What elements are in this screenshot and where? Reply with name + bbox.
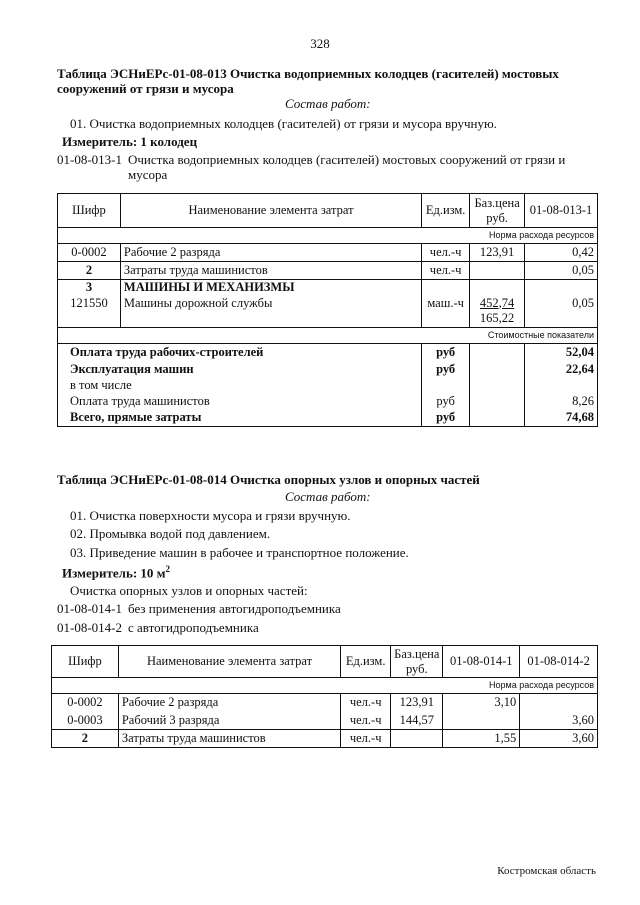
cell-value-1 [443,712,520,730]
cell-unit: чел.-ч [341,730,391,748]
total-unit [422,378,470,394]
page-number: 328 [310,36,330,51]
table-row [52,712,598,730]
cell-cipher: 0-0002 [52,694,119,712]
cell-unit: чел.-ч [422,262,470,280]
table-row [52,730,598,748]
cell-unit: чел.-ч [341,694,391,712]
header-col-013-1: 01-08-013-1 [525,194,598,228]
table2-measure-sup: 2 [165,564,171,574]
header-base-price: Баз.цена руб. [391,646,443,678]
cell-price: 123,91 [391,694,443,712]
cell-name: Затраты труда машинистов [118,730,340,748]
table-row-section-machines [58,280,598,296]
cell-name: Затраты труда машинистов [120,262,421,280]
norm-label: Норма расхода ресурсов [58,228,598,244]
table-row [52,694,598,712]
cell-name: Машины дорожной службы [120,296,421,328]
table1-cost-row [58,328,598,344]
total-name: в том числе [58,378,422,394]
table2-measure [62,564,170,581]
cost-label: Стоимостные показатели [58,328,598,344]
total-unit: руб [422,394,470,410]
cell-cipher: 0-0002 [58,244,121,262]
footer-region: Костромская область [497,865,596,877]
total-value: 52,04 [525,344,598,362]
table1-grid [57,193,598,427]
cell-price: 123,91 [470,244,525,262]
table2-header-row [52,646,598,678]
table2-sostav-label: Состав работ: [285,489,371,504]
table1-norm-row [58,228,598,244]
cell-cipher: 2 [58,262,121,280]
table2-work-03: 03. Приведение машин в рабочее и транспортное положение. [70,545,409,560]
cell-value: 0,42 [525,244,598,262]
table2-title: Таблица ЭСНиЕРс-01-08-014 Очистка опорных узлов и опорных частей [57,472,480,487]
cell-price: 144,57 [391,712,443,730]
total-value [525,378,598,394]
table1-header-row [58,194,598,228]
total-row [58,394,598,410]
total-value: 22,64 [525,362,598,378]
cell-price [470,262,525,280]
table1-code-desc-line1: Очистка водоприемных колодцев (гасителей) мостовых сооружений от грязи и [128,152,566,167]
total-name: Эксплуатация машин [58,362,422,378]
price-operator: 165,22 [479,310,515,325]
total-unit: руб [422,362,470,378]
table1-work-01: 01. Очистка водоприемных колодцев (гасителей) от грязи и мусора вручную. [70,116,497,131]
cell-price [470,296,525,328]
table1-sostav-label: Состав работ: [285,96,371,111]
cell-unit: чел.-ч [422,244,470,262]
total-row [58,410,598,427]
total-name: Всего, прямые затраты [58,410,422,427]
total-row [58,344,598,362]
table2-intro: Очистка опорных узлов и опорных частей: [70,583,308,598]
table2-code-1: 01-08-014-1 [57,601,122,616]
cell-cipher: 2 [52,730,119,748]
cell-cipher: 121550 [58,296,121,328]
cell-value-1: 3,10 [443,694,520,712]
table2-norm-row [52,678,598,694]
total-unit: руб [422,410,470,427]
total-row [58,362,598,378]
total-name: Оплата труда машинистов [58,394,422,410]
total-row [58,378,598,394]
cell-unit: чел.-ч [341,712,391,730]
cell-price [391,730,443,748]
cell-name: Рабочие 2 разряда [118,694,340,712]
table2-code-2-desc: с автогидроподъемника [128,620,259,635]
table2-work-01: 01. Очистка поверхности мусора и грязи вручную. [70,508,351,523]
table1-title-line2: сооружений от грязи и мусора [57,81,234,96]
norm-label: Норма расхода ресурсов [52,678,598,694]
table2-grid [51,645,598,748]
table2-code-1-desc: без применения автогидроподъемника [128,601,341,616]
header-col-014-1: 01-08-014-1 [443,646,520,678]
cell-section-name: МАШИНЫ И МЕХАНИЗМЫ [120,280,421,296]
header-name: Наименование элемента затрат [118,646,340,678]
table2-measure-text: Измеритель: 10 м [62,565,166,581]
header-unit: Ед.изм. [422,194,470,228]
cell-value: 0,05 [525,262,598,280]
header-name: Наименование элемента затрат [120,194,421,228]
cell-name: Рабочий 3 разряда [118,712,340,730]
table2-work-02: 02. Промывка водой под давлением. [70,526,271,541]
table1-code: 01-08-013-1 [57,152,122,167]
table1-title-line1: Таблица ЭСНиЕРс-01-08-013 Очистка водоприемных колодцев (гасителей) мостовых [57,66,559,81]
cell-name: Рабочие 2 разряда [120,244,421,262]
header-unit: Ед.изм. [341,646,391,678]
table1-measure: Измеритель: 1 колодец [62,134,198,149]
table-row [58,244,598,262]
table-row [58,296,598,328]
cell-value-2: 3,60 [520,712,598,730]
cell-value-1: 1,55 [443,730,520,748]
cell-unit: маш.-ч [422,296,470,328]
table1-code-desc-line2: мусора [128,167,168,182]
total-name: Оплата труда рабочих-строителей [58,344,422,362]
price-machine: 452,74 [479,295,515,310]
cell-value-2: 3,60 [520,730,598,748]
total-value: 74,68 [525,410,598,427]
header-base-price: Баз.цена руб. [470,194,525,228]
header-cipher: Шифр [58,194,121,228]
cell-value-2 [520,694,598,712]
table2-code-2: 01-08-014-2 [57,620,122,635]
cell-cipher: 3 [58,280,121,296]
total-value: 8,26 [525,394,598,410]
total-unit: руб [422,344,470,362]
cell-value: 0,05 [525,296,598,328]
table-row [58,262,598,280]
header-col-014-2: 01-08-014-2 [520,646,598,678]
header-cipher: Шифр [52,646,119,678]
cell-cipher: 0-0003 [52,712,119,730]
